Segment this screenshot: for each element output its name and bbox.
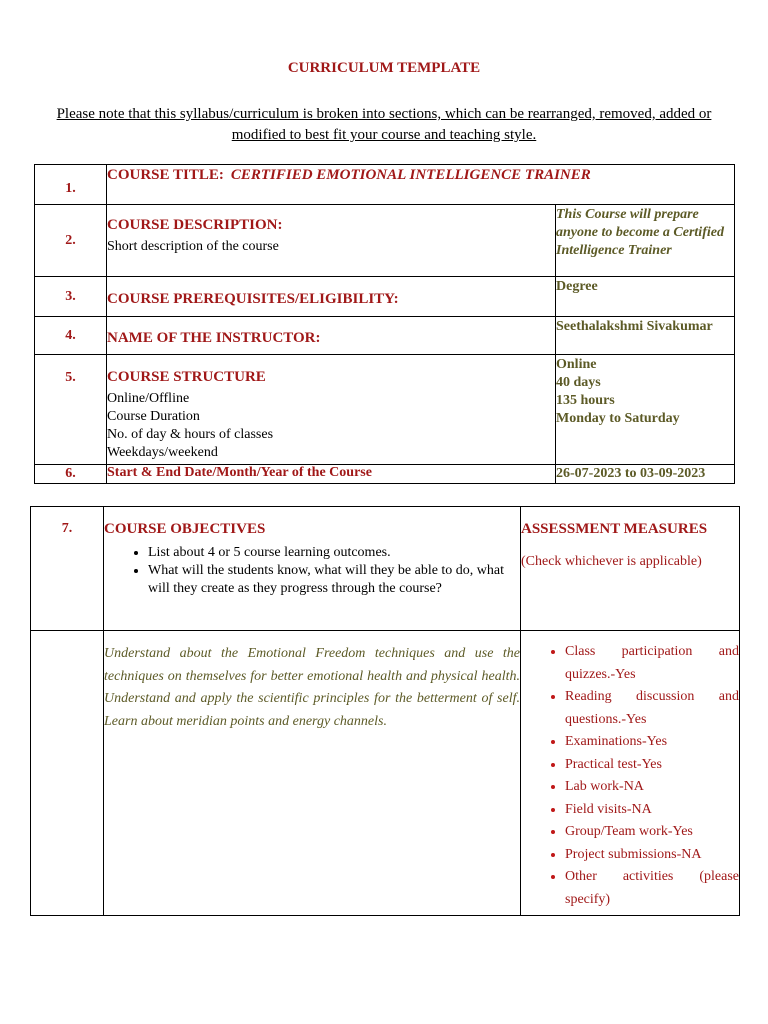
course-title-cell xyxy=(107,165,735,205)
objectives-content-row xyxy=(31,631,740,916)
list-item: • What will the students know, what will they be able to do, what will they create as they progress through the course? xyxy=(148,562,520,598)
structure-value: 40 days xyxy=(556,375,601,390)
course-structure-label: COURSE STRUCTURE xyxy=(107,369,266,385)
row-course-structure xyxy=(35,355,735,465)
course-structure-cell xyxy=(107,355,556,465)
list-item: • Field visits-NA xyxy=(565,799,739,822)
prerequisites-cell xyxy=(107,277,556,317)
row-dates xyxy=(35,465,735,484)
structure-value: 135 hours xyxy=(556,393,615,408)
assessment-heading: ASSESSMENT MEASURES xyxy=(521,521,708,537)
instructor-name: Seethalakshmi Sivakumar xyxy=(556,319,713,334)
empty-cell xyxy=(31,631,104,916)
row-number: 4. xyxy=(35,317,107,355)
dates-label: Start & End Date/Month/Year of the Course xyxy=(107,465,372,480)
structure-item: Online/Offline xyxy=(107,391,190,406)
dates-value-cell xyxy=(556,465,735,484)
row-number: 2. xyxy=(35,205,107,277)
assessment-measures-cell xyxy=(521,631,740,916)
objectives-header-cell xyxy=(104,507,521,631)
list-item: • Class participation and quizzes.-Yes xyxy=(565,641,739,686)
list-item: • Group/Team work-Yes xyxy=(565,821,739,844)
objectives-guidance-list xyxy=(104,544,520,598)
course-title-label: COURSE TITLE: xyxy=(107,167,224,183)
instructor-cell xyxy=(107,317,556,355)
list-item: • Reading discussion and questions.-Yes xyxy=(565,686,739,731)
structure-item: Weekdays/weekend xyxy=(107,445,218,460)
row-prerequisites xyxy=(35,277,735,317)
structure-item: No. of day & hours of classes xyxy=(107,427,274,442)
row-course-title xyxy=(35,165,735,205)
list-item: • Other activities (please specify) xyxy=(565,866,739,911)
row-number: 5. xyxy=(35,355,107,465)
dates-value: 26-07-2023 to 03-09-2023 xyxy=(556,466,706,481)
template-note: Please note that this syllabus/curriculum is broken into sections, which can be rearranged, removed, added or modified to best fit your course and teaching style. xyxy=(56,106,712,143)
structure-item: Course Duration xyxy=(107,409,200,424)
prerequisites-value: Degree xyxy=(556,279,598,294)
list-item: • List about 4 or 5 course learning outcomes. xyxy=(148,544,520,562)
instructor-value-cell xyxy=(556,317,735,355)
assessment-check-note: (Check whichever is applicable) xyxy=(521,554,702,569)
row-number: 1. xyxy=(35,165,107,205)
row-course-description xyxy=(35,205,735,277)
document-title: CURRICULUM TEMPLATE xyxy=(287,60,481,76)
course-structure-values xyxy=(556,355,735,465)
assessment-measures-list xyxy=(521,641,739,911)
list-item: • Examinations-Yes xyxy=(565,731,739,754)
prerequisites-value-cell xyxy=(556,277,735,317)
row-instructor xyxy=(35,317,735,355)
list-item: • Practical test-Yes xyxy=(565,754,739,777)
course-description-value: This Course will prepare anyone to become a Certified Intelligence Trainer xyxy=(556,207,724,258)
row-number: 3. xyxy=(35,277,107,317)
course-description-value-cell xyxy=(556,205,735,277)
course-description-hint: Short description of the course xyxy=(107,239,279,254)
row-number: 7. xyxy=(31,507,104,631)
list-item: • Lab work-NA xyxy=(565,776,739,799)
course-info-table xyxy=(34,164,735,484)
course-description-label: COURSE DESCRIPTION: xyxy=(107,217,283,233)
instructor-label: NAME OF THE INSTRUCTOR: xyxy=(107,330,321,346)
objectives-header-row xyxy=(31,507,740,631)
course-title-value: CERTIFIED EMOTIONAL INTELLIGENCE TRAINER xyxy=(230,167,591,183)
row-number: 6. xyxy=(35,465,107,484)
list-item: • Project submissions-NA xyxy=(565,844,739,867)
dates-cell xyxy=(107,465,556,484)
objectives-heading: COURSE OBJECTIVES xyxy=(104,521,266,537)
course-description-cell xyxy=(107,205,556,277)
structure-value: Online xyxy=(556,357,597,372)
prerequisites-label: COURSE PREREQUISITES/ELIGIBILITY: xyxy=(107,291,399,307)
structure-value: Monday to Saturday xyxy=(556,411,680,426)
assessment-header-cell xyxy=(521,507,740,631)
objectives-description: Understand about the Emotional Freedom techniques and use the techniques on themselves for better emotional health and physical health. Understand and apply the scientific principles for the betterment of self. Learn about meridian points and energy channels. xyxy=(104,631,521,916)
objectives-table xyxy=(30,506,740,916)
